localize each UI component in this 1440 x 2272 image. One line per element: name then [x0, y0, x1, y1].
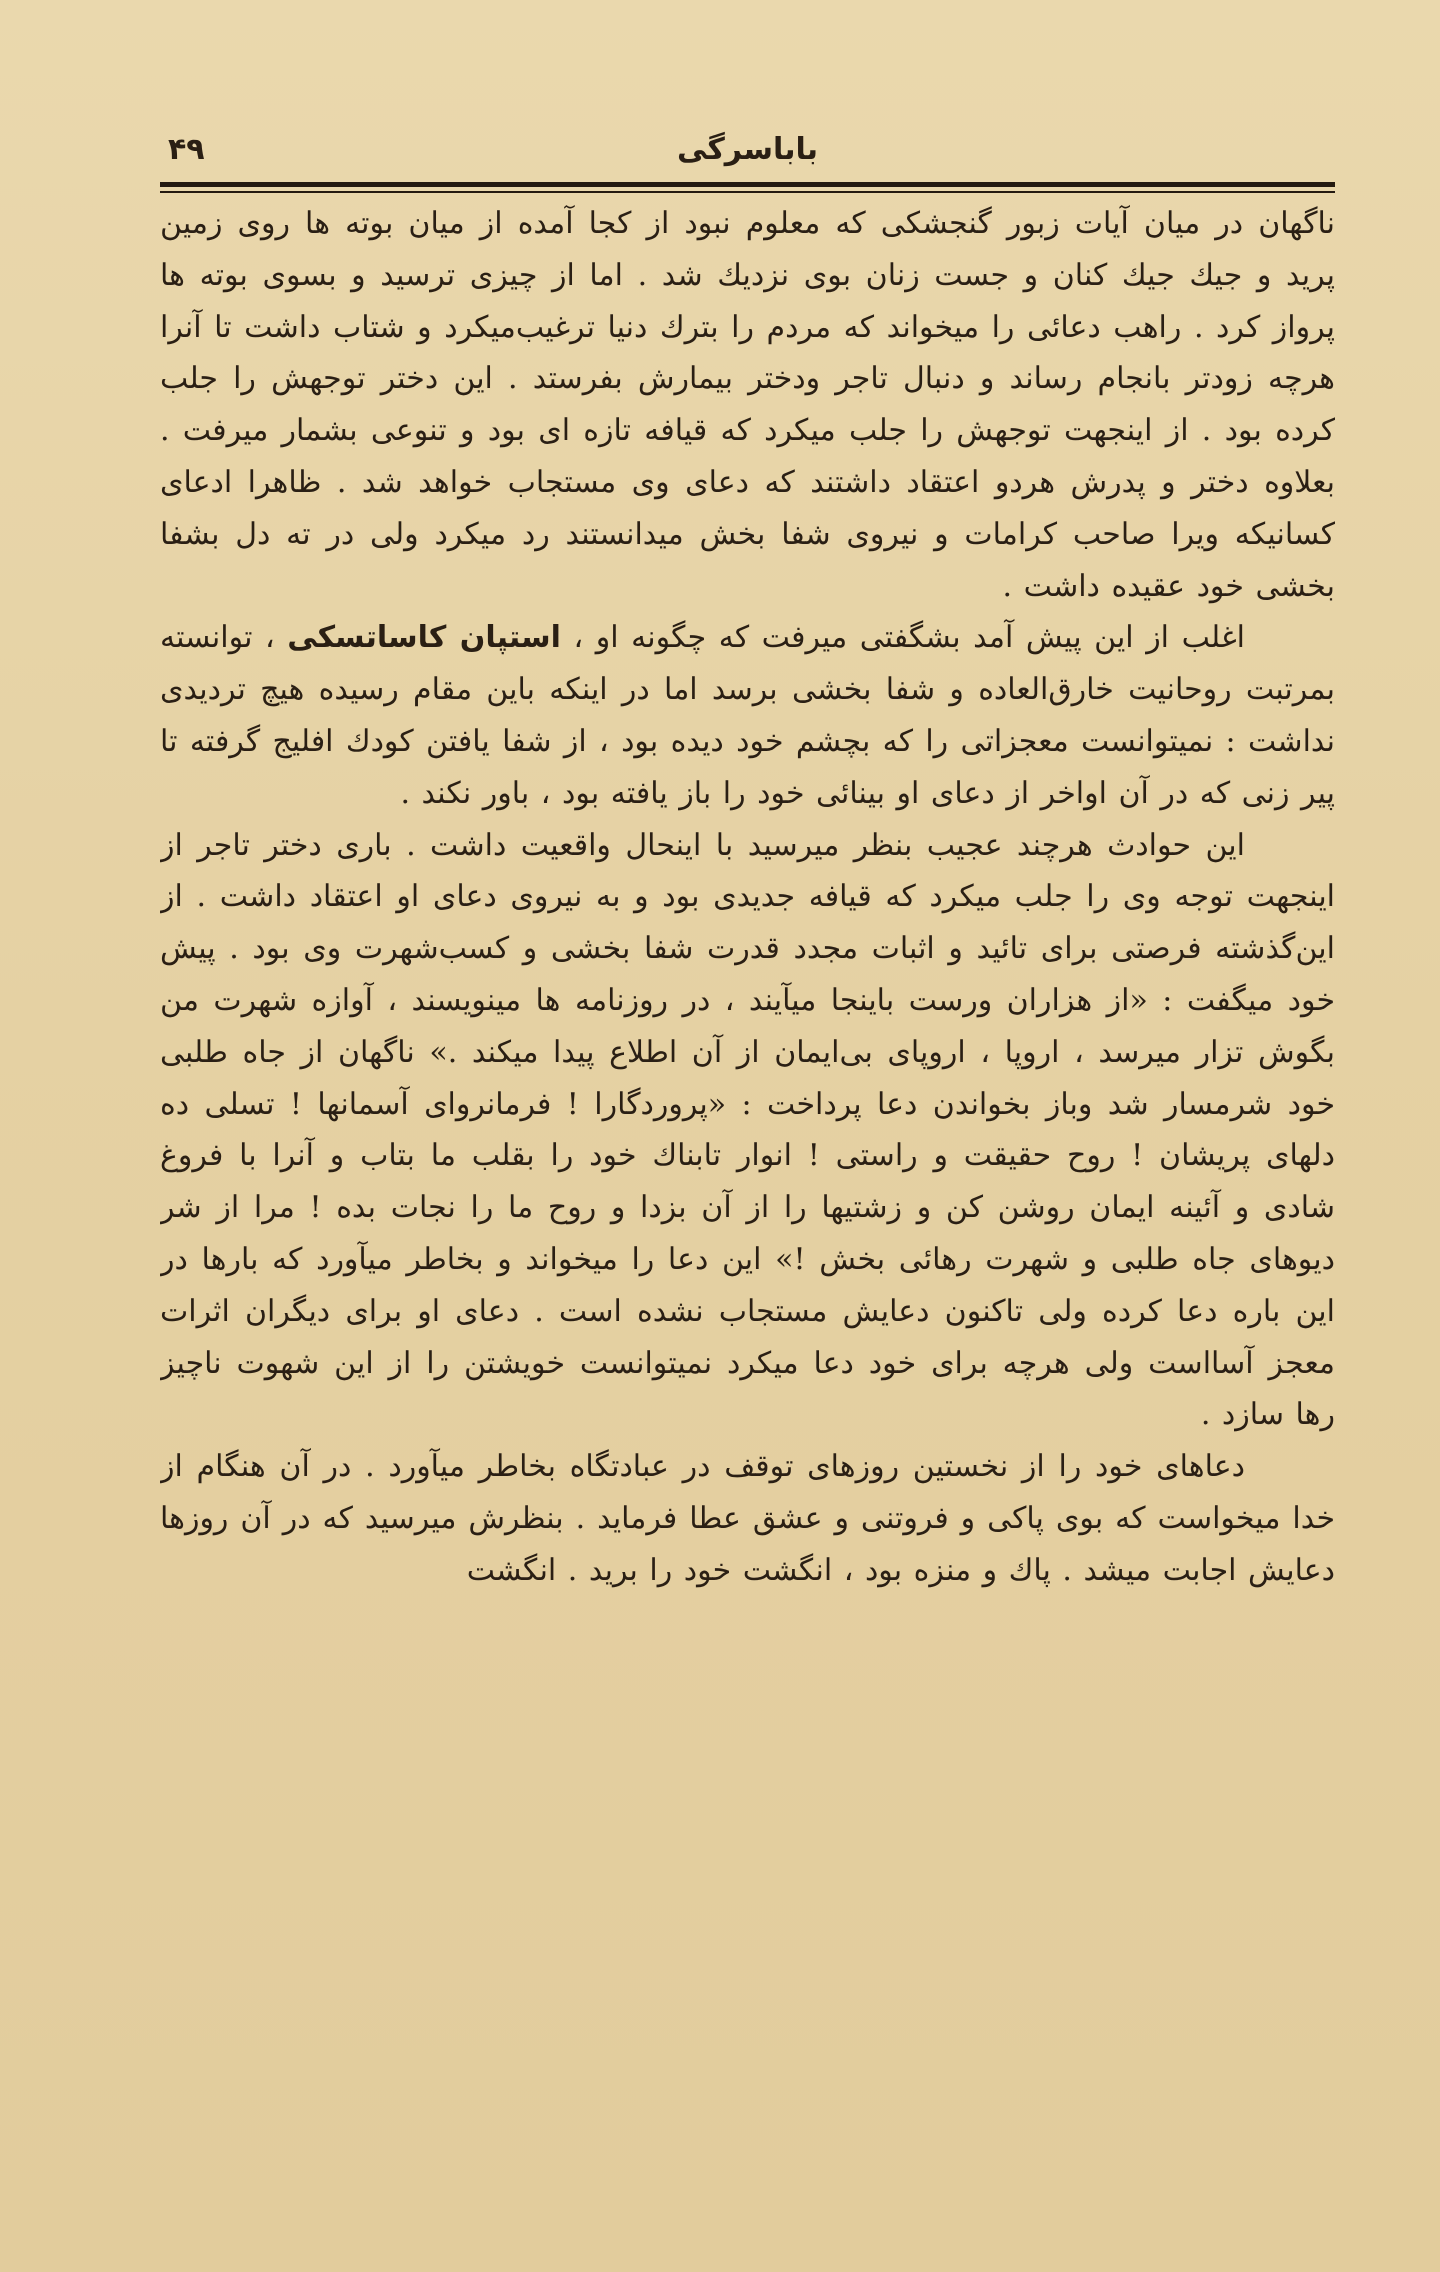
- paragraph-2-before: اغلب از این پیش آمد بشگفتی میرفت که چگونه او ،: [560, 620, 1245, 656]
- character-name: استپان کاساتسکی: [287, 620, 561, 656]
- page-header: [160, 128, 1335, 172]
- paragraph-2: [160, 612, 1335, 819]
- paragraph-2-after: ، توانسته بمرتبت روحانیت خارق‌العاده و شفا بخشی برسد اما در اینکه باین مقام رسیده هیچ تردیدی نداشت : نمیتوانست معجزاتی را که بچشم خود دیده بود ، از شفا یافتن کودك افلیج گرفته تا پیر زنی که در آن اواخر از دعای او بینائی خود را باز یافته بود ، باور نکند .: [160, 620, 1335, 811]
- header-rule-thick: [160, 182, 1335, 187]
- paragraph-3: این حوادث هرچند عجیب بنظر میرسید با اینحال واقعیت داشت . باری دختر تاجر از اینجهت توجه وی را جلب میکرد که قیافه جدیدی بود و به نیروی دعای او اعتقاد داشت . از این‌گذشته فرصتی برای تائید و اثبات مجدد قدرت شفا بخشی و کسب‌شهرت وی بود . پیش خود میگفت : «از هزاران ورست باینجا میآیند ، در روزنامه ها مینویسند ، آوازه شهرت من بگوش تزار میرسد ، اروپا ، اروپای بی‌ایمان از آن اطلاع پیدا میکند .» ناگهان از جاه طلبی خود شرمسار شد وباز بخواندن دعا پرداخت : «پروردگارا ! فرمانروای آسمانها ! تسلی ده دلهای پریشان ! روح حقیقت و راستی ! انوار تابناك خود را بقلب ما بتاب و آنرا با فروغ شادی و آئینه ایمان روشن کن و زشتیها را از آن بزدا و روح ما را نجات بده ! مرا از شر دیوهای جاه طلبی و شهرت رهائی بخش !» این دعا را میخواند و بخاطر میآورد که بارها در این باره دعا کرده ولی تاکنون دعایش مستجاب نشده است . دعای او برای دیگران اثرات معجز آسااست ولی هرچه برای خود دعا میکرد نمیتوانست خویشتن را از این شهوت ناچیز رها سازد .: [160, 827, 1335, 1433]
- header-rule-thin: [160, 191, 1335, 193]
- running-title: باباسرگی: [676, 132, 819, 167]
- body-text: [160, 198, 1335, 2158]
- page-number: ۴۹: [168, 132, 205, 167]
- paragraph-4: دعاهای خود را از نخستین روزهای توقف در عبادتگاه بخاطر میآورد . در آن هنگام از خدا میخواست که بوی پاکی و فروتنی و عشق عطا فرماید . بنظرش میرسید که در آن روزها دعایش اجابت میشد . پاك و منزه بود ، انگشت خود را برید . انگشت: [160, 1449, 1335, 1588]
- paragraph-1: ناگهان در میان آیات زبور گنجشکی که معلوم نبود از کجا آمده از میان بوته ها روی زمین پرید و جیك جیك کنان و جست زنان بوی نزدیك شد . اما از چیزی ترسید و بسوی بوته ها پرواز کرد . راهب دعائی را میخواند که مردم را بترك دنیا ترغیب‌میکرد و شتاب داشت تا آنرا هرچه زودتر بانجام رساند و دنبال تاجر ودختر بیمارش بفرستد . این دختر توجهش را جلب کرده بود . از اینجهت توجهش را جلب میکرد که قیافه تازه ای بود و تنوعی بشمار میرفت . بعلاوه دختر و پدرش هردو اعتقاد داشتند که دعای وی مستجاب خواهد شد . ظاهرا ادعای کسانیکه ویرا صاحب کرامات و نیروی شفا بخش میدانستند رد میکرد ولی در ته دل بشفا بخشی خود عقیده داشت .: [160, 206, 1335, 604]
